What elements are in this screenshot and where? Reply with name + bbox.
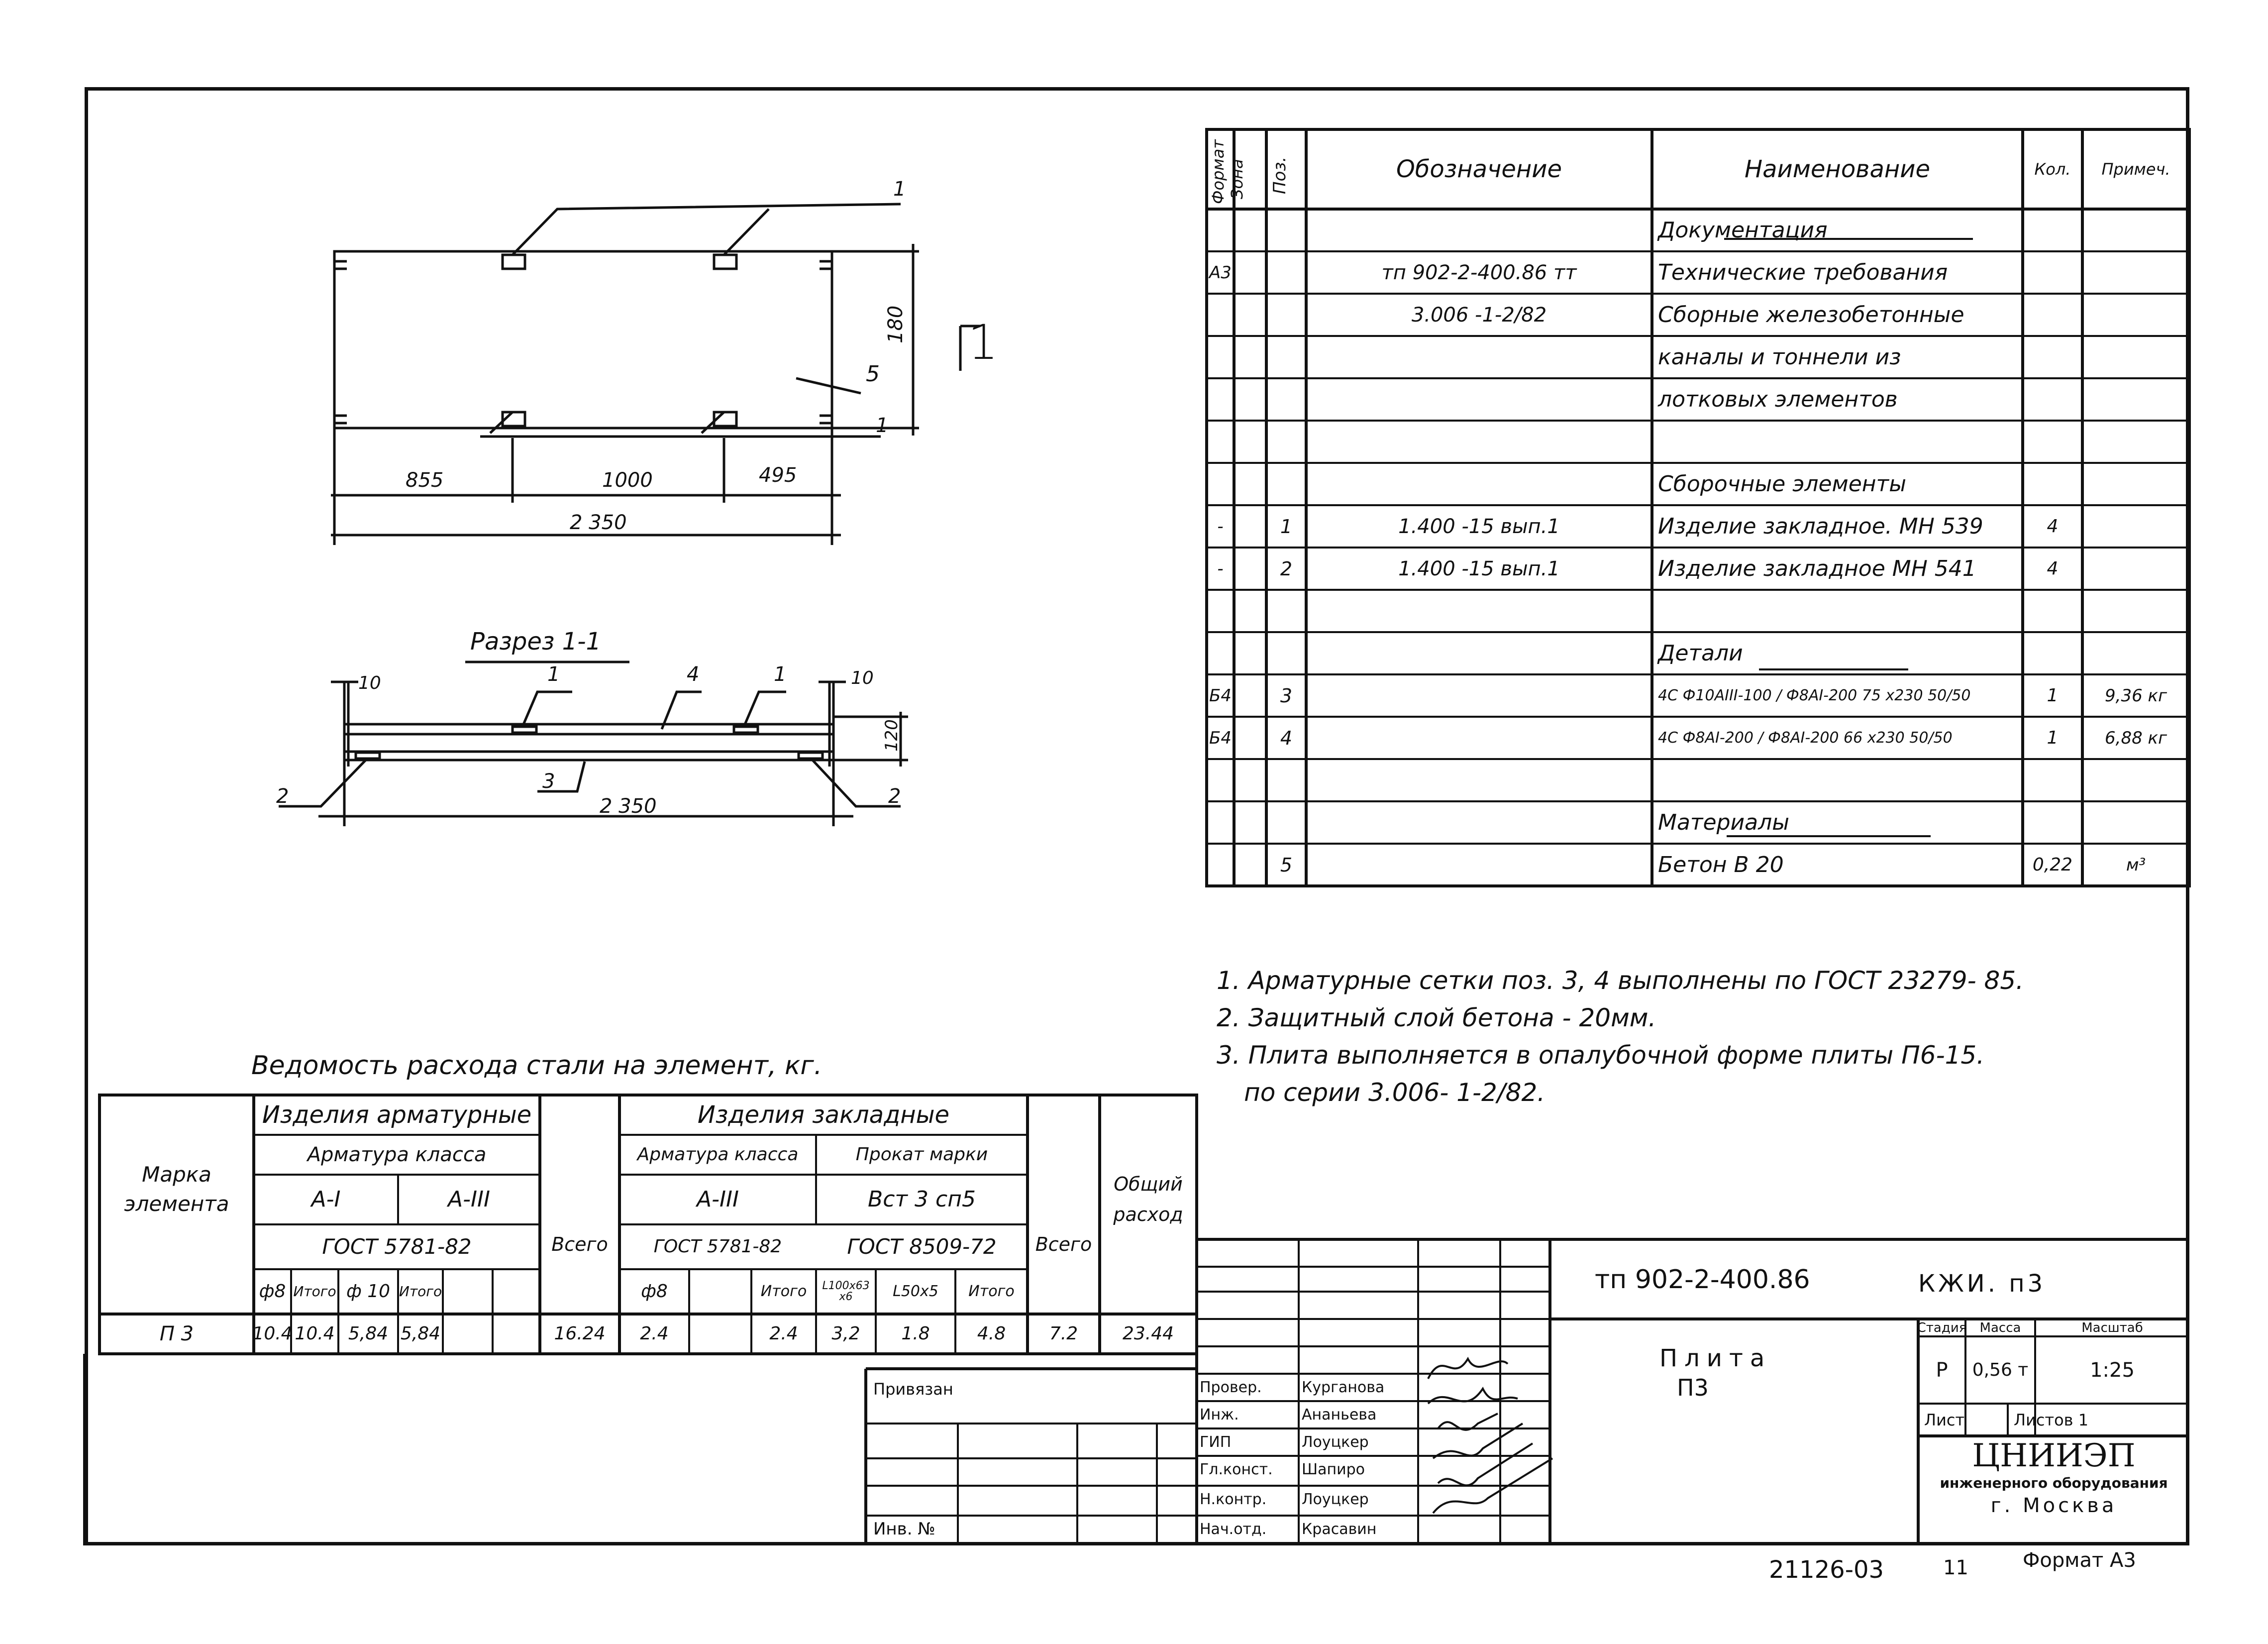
spec-cell-pos: 4 (1280, 727, 1293, 749)
steel-row-d10: 5,84 (348, 1323, 389, 1344)
spec-cell-format: - (1217, 558, 1224, 579)
steel-row-L50: 1.8 (901, 1323, 930, 1344)
stamp-title: Плита (1659, 1344, 1772, 1372)
steel-h-AI: А-I (311, 1187, 341, 1212)
steel-h-d10: ф 10 (346, 1281, 391, 1302)
spec-cell-designation (1306, 463, 1652, 505)
steel-row-d8b: 2.4 (640, 1323, 669, 1344)
stamp-masshtab-header: Масштаб (2081, 1320, 2143, 1335)
spec-cell-name (1652, 590, 2023, 632)
spec-cell-note (2082, 209, 2189, 251)
spec-cell-pos: 2 (1280, 557, 1293, 580)
spec-cell-designation (1306, 421, 1652, 463)
steel-h-d8: ф8 (259, 1281, 286, 1302)
spec-cell-qty: 1 (2047, 727, 2059, 748)
spec-cell-format: Б4 (1209, 728, 1232, 748)
spec-header-pos: Поз. (1270, 156, 1290, 194)
steel-h-itogo-4: Итого (968, 1283, 1015, 1300)
stamp-massa-header: Масса (1979, 1320, 2021, 1335)
spec-cell-format: A3 (1209, 262, 1232, 283)
steel-h-gost8509: ГОСТ 8509-72 (847, 1234, 997, 1259)
stamp-code: тп 902-2-400.86 (1595, 1265, 1810, 1295)
dim-855: 855 (406, 469, 444, 492)
stamp-role: Гл.конст. (1200, 1460, 1273, 1478)
spec-cell-format (1207, 844, 1234, 886)
spec-cell-qty: 0,22 (2032, 854, 2073, 875)
spec-cell-name: Бетон В 20 (1658, 852, 1784, 877)
section-title: Разрез 1-1 (470, 628, 602, 656)
spec-cell-format (1207, 632, 1234, 674)
spec-cell-format (1207, 801, 1234, 844)
spec-cell-format (1207, 421, 1234, 463)
stamp-code-2: КЖИ. п3 (1918, 1270, 2046, 1298)
spec-cell-note (2082, 294, 2189, 336)
spec-cell-name: Изделие закладное. МН 539 (1658, 513, 1983, 539)
steel-row-overall: 23.44 (1122, 1323, 1174, 1344)
spec-cell-note (2082, 336, 2189, 378)
spec-cell-note (2082, 378, 2189, 421)
signatures (1423, 1349, 1572, 1550)
steel-h-d8b: ф8 (641, 1281, 668, 1302)
spec-cell-pos (1266, 632, 1306, 674)
spec-cell-qty: 4 (2047, 558, 2059, 579)
spec-header-designation: Обозначение (1396, 155, 1562, 183)
note-1: 1. Арматурные сетки поз. 3, 4 выполнены по ГОСТ 23279- 85. (1217, 966, 2024, 995)
spec-cell-pos (1266, 463, 1306, 505)
stamp-role: Инж. (1200, 1406, 1239, 1424)
stamp-org-name: ЦНИИЭП (1972, 1437, 2136, 1474)
stamp-role: ГИП (1200, 1433, 1232, 1451)
spec-cell-name: лотковых элементов (1658, 386, 1898, 412)
spec-cell-designation (1306, 801, 1652, 844)
steel-h-gost5781: ГОСТ 5781-82 (322, 1234, 472, 1259)
spec-cell-designation: 1.400 -15 вып.1 (1398, 557, 1560, 580)
spec-cell-pos (1266, 251, 1306, 294)
spec-cell-format (1207, 378, 1234, 421)
spec-cell-qty (2023, 421, 2082, 463)
spec-cell-note (2082, 759, 2189, 801)
spec-cell-qty: 4 (2047, 516, 2059, 537)
spec-cell-designation (1306, 759, 1652, 801)
spec-cell-note (2082, 632, 2189, 674)
spec-cell-pos (1266, 378, 1306, 421)
callout-5: 5 (866, 361, 880, 387)
spec-cell-note (2082, 463, 2189, 505)
spec-cell-format (1207, 294, 1234, 336)
signature-scribbles (1423, 1349, 1572, 1548)
spec-cell-name: Документация (1658, 217, 1828, 243)
spec-cell-pos (1266, 759, 1306, 801)
spec-header-zone: Зона (1228, 159, 1246, 199)
spec-cell-note (2082, 548, 2189, 590)
spec-cell-designation (1306, 674, 1652, 717)
section-callout-4: 4 (687, 663, 700, 686)
steel-h-itogo-3: Итого (760, 1283, 807, 1300)
spec-cell-name: Материалы (1658, 809, 1789, 835)
spec-cell-note (2082, 251, 2189, 294)
spec-header-name: Наименование (1744, 155, 1930, 183)
spec-cell-designation (1306, 844, 1652, 886)
spec-cell-name: 4С Ф10АIII-100 / Ф8АI-200 75 x230 50/50 (1658, 686, 1971, 704)
spec-cell-qty (2023, 378, 2082, 421)
spec-cell-name (1652, 759, 2023, 801)
stamp-org-sub: инженерного оборудования (1940, 1475, 2168, 1491)
spec-cell-format (1207, 590, 1234, 632)
section-callout-1b: 1 (774, 663, 787, 686)
stamp-person: Лоуцкер (1302, 1433, 1369, 1451)
spec-cell-pos (1266, 590, 1306, 632)
stamp-person: Курганова (1302, 1378, 1385, 1396)
dim-2350: 2 350 (570, 511, 627, 534)
spec-cell-name: Сборочные элементы (1658, 471, 1906, 497)
stamp-role: Нач.отд. (1200, 1520, 1267, 1538)
stamp-list-header: Лист (1924, 1410, 1965, 1429)
steel-h-rebar-class: Арматура класса (307, 1143, 487, 1166)
spec-cell-qty (2023, 251, 2082, 294)
section-dim-10-left: 10 (358, 673, 381, 693)
spec-cell-pos (1266, 294, 1306, 336)
steel-row-itogo-3: 2.4 (769, 1323, 798, 1344)
stamp-inv-no: Инв. № (873, 1519, 935, 1539)
spec-cell-format (1207, 463, 1234, 505)
spec-cell-designation (1306, 717, 1652, 759)
spec-cell-note (2082, 505, 2189, 548)
sheet-number: 11 (1943, 1556, 1968, 1579)
spec-cell-format (1207, 759, 1234, 801)
spec-cell-note: м³ (2126, 855, 2146, 875)
steel-h-AIII-2: А-III (697, 1187, 739, 1212)
spec-cell-pos: 1 (1280, 515, 1293, 538)
stamp-person: Ананьева (1302, 1406, 1377, 1424)
spec-cell-format (1207, 336, 1234, 378)
spec-header-format: Формат (1209, 139, 1228, 204)
callout-1-bottom: 1 (876, 414, 889, 437)
steel-h-L50: L50x5 (893, 1283, 938, 1300)
callout-1-top: 1 (893, 178, 906, 201)
spec-cell-designation (1306, 336, 1652, 378)
steel-h-vst: Вст 3 сп5 (868, 1187, 976, 1212)
spec-cell-designation (1306, 209, 1652, 251)
steel-h-overall: Общий расход (1113, 1173, 1183, 1225)
steel-row-mark: П 3 (159, 1322, 194, 1345)
spec-cell-designation (1306, 632, 1652, 674)
stamp-title-2: П3 (1677, 1374, 1709, 1401)
format-label: Формат А3 (2023, 1549, 2136, 1572)
stamp-role: Н.контр. (1200, 1490, 1267, 1508)
steel-h-rolled-grade: Прокат марки (855, 1144, 988, 1165)
spec-cell-name: каналы и тоннели из (1658, 344, 1901, 370)
stamp-person: Лоуцкер (1302, 1490, 1369, 1508)
steel-row-itogo-2: 5,84 (400, 1323, 441, 1344)
stamp-org-city: г. Москва (1990, 1494, 2117, 1517)
steel-row-itogo-1: 10.4 (295, 1323, 335, 1344)
dim-495: 495 (759, 464, 797, 487)
section-callout-2-left: 2 (276, 785, 289, 808)
spec-cell-format: - (1217, 516, 1224, 537)
spec-cell-name: Технические требования (1658, 259, 1948, 285)
spec-cell-name: Сборные железобетонные (1658, 302, 1964, 328)
steel-h-AIII: А-III (448, 1187, 490, 1212)
spec-cell-designation: 1.400 -15 вып.1 (1398, 515, 1560, 538)
spec-cell-pos (1266, 801, 1306, 844)
spec-cell-name: Детали (1658, 640, 1743, 666)
spec-cell-name: Изделие закладное МН 541 (1658, 555, 1976, 581)
spec-cell-pos (1266, 421, 1306, 463)
note-3: 3. Плита выполняется в опалубочной форме плиты П6-15. (1217, 1041, 1985, 1070)
section-dim-2350: 2 350 (600, 795, 657, 818)
steel-h-itogo-1: Итого (293, 1283, 336, 1300)
spec-cell-pos: 3 (1280, 684, 1293, 707)
archive-number: 21126-03 (1769, 1556, 1884, 1584)
spec-cell-note: 9,36 кг (2105, 685, 2167, 706)
steel-h-gost5781-2: ГОСТ 5781-82 (653, 1236, 782, 1257)
steel-h-itogo-2: Итого (399, 1283, 442, 1300)
stamp-role: Провер. (1200, 1378, 1262, 1396)
stamp-stadia: Р (1936, 1358, 1948, 1382)
section-mark-label: 1 (968, 315, 999, 370)
spec-cell-qty (2023, 590, 2082, 632)
steel-row-blank (689, 1314, 751, 1354)
section-callout-1a: 1 (547, 663, 560, 686)
spec-cell-qty (2023, 632, 2082, 674)
stamp-stadia-header: Стадия (1917, 1320, 1967, 1335)
spec-header-note: Примеч. (2101, 160, 2170, 179)
stamp-person: Красавин (1302, 1520, 1377, 1538)
spec-cell-format: Б4 (1209, 685, 1232, 706)
steel-h-rebar-products: Изделия арматурные (262, 1101, 532, 1129)
steel-row-itogo-4: 4.8 (977, 1323, 1006, 1344)
spec-cell-qty (2023, 294, 2082, 336)
steel-h-embedded-products: Изделия закладные (697, 1101, 950, 1129)
spec-header-qty: Кол. (2034, 160, 2071, 179)
section-callout-2-right: 2 (888, 785, 901, 808)
steel-row-total: 16.24 (554, 1323, 606, 1344)
spec-cell-qty (2023, 209, 2082, 251)
section-dim-10-right: 10 (851, 668, 874, 688)
spec-cell-pos: 5 (1280, 854, 1293, 876)
spec-cell-note (2082, 801, 2189, 844)
steel-row-total-2: 7.2 (1049, 1323, 1078, 1344)
section-callout-3: 3 (542, 770, 555, 793)
steel-h-total-2: Всего (1035, 1233, 1092, 1255)
spec-cell-pos (1266, 209, 1306, 251)
spec-cell-format (1207, 209, 1234, 251)
spec-cell-qty (2023, 463, 2082, 505)
spec-cell-designation: 3.006 -1-2/82 (1411, 303, 1547, 327)
stamp-masshtab: 1:25 (2090, 1358, 2135, 1382)
spec-cell-designation (1306, 590, 1652, 632)
stamp-massa: 0,56 т (1972, 1359, 2029, 1380)
note-4: по серии 3.006- 1-2/82. (1244, 1078, 1546, 1107)
note-2: 2. Защитный слой бетона - 20мм. (1217, 1003, 1656, 1032)
steel-h-rebar-class-2: Арматура класса (637, 1144, 799, 1165)
spec-cell-name: 4С Ф8АI-200 / Ф8АI-200 66 x230 50/50 (1658, 729, 1953, 747)
dim-1000: 1000 (602, 469, 653, 492)
spec-cell-pos (1266, 336, 1306, 378)
spec-cell-designation (1306, 378, 1652, 421)
spec-cell-note (2082, 590, 2189, 632)
stamp-privyazan: Привязан (873, 1380, 953, 1399)
spec-cell-qty: 1 (2047, 685, 2059, 706)
spec-cell-note (2082, 421, 2189, 463)
steel-h-mark: Марка элемента (124, 1162, 229, 1216)
stamp-person: Шапиро (1302, 1460, 1365, 1478)
spec-cell-designation: тп 902-2-400.86 тт (1381, 261, 1577, 284)
spec-cell-qty (2023, 336, 2082, 378)
steel-h-total: Всего (551, 1233, 608, 1255)
steel-h-L100: L100x63 x6 (822, 1280, 870, 1303)
spec-cell-name (1652, 421, 2023, 463)
spec-cell-qty (2023, 759, 2082, 801)
steel-row-d8: 10.4 (252, 1323, 293, 1344)
steel-row-L100: 3,2 (831, 1323, 860, 1344)
spec-cell-qty (2023, 801, 2082, 844)
spec-cell-note: 6,88 кг (2105, 728, 2167, 748)
section-dim-120: 120 (882, 719, 902, 752)
stamp-listov-header: Листов 1 (2014, 1410, 2089, 1429)
steel-table-title: Ведомость расхода стали на элемент, кг. (251, 1051, 823, 1081)
dim-180: 180 (884, 305, 907, 343)
